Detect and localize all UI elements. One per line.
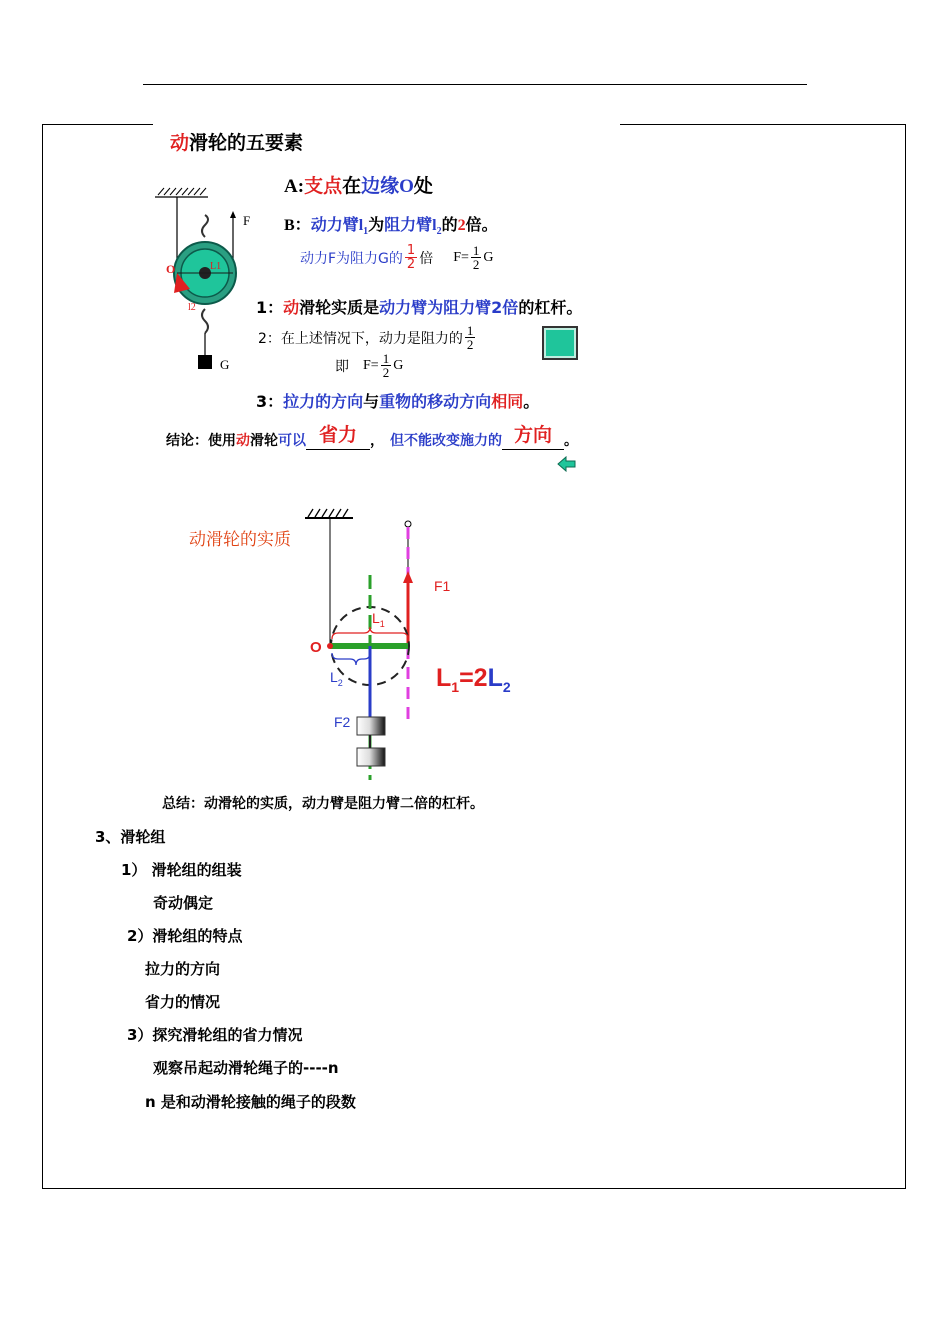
item-3: 3：拉力的方向与重物的移动方向相同。 [256,392,540,411]
slide-title: 动滑轮的五要素 [170,132,304,154]
item-2: 2：在上述情况下，动力是阻力的 $\frac{1}{2}$ [258,323,474,352]
section-item: 1） 滑轮组的组装 [121,861,242,879]
svg-text:l2: l2 [188,302,196,313]
item-2-equation: 即 F= $\frac{1}{2}$ G [335,351,404,380]
half-fraction: $\frac{1}{2}$ [406,243,416,272]
blank-save-force: 省力 [306,425,370,450]
section-item: n 是和动滑轮接触的绳子的段数 [145,1093,356,1111]
svg-text:O: O [310,639,322,656]
moving-pulley-diagram [300,505,540,785]
pulley-diagram [150,185,265,380]
svg-text:F2: F2 [334,714,351,730]
fraction-line: 动力F为阻力G的 $\frac{1}{2}$ 倍 F= $\frac{1}{2}$ G [300,243,494,272]
section-item: 2）滑轮组的特点 [127,927,243,945]
back-arrow-icon[interactable] [557,456,577,472]
svg-text:G: G [220,357,230,372]
section-item: 拉力的方向 [145,960,221,978]
line-a: A:支点在边缘O处 [284,176,433,197]
diagram-title: 动滑轮的实质 [189,530,291,550]
next-step-button[interactable] [542,326,578,360]
force-F-label: F [243,213,251,228]
item-1: 1：动滑轮实质是动力臂为阻力臂2倍的杠杆。 [256,298,583,317]
section-item: 观察吊起动滑轮绳子的----n [153,1059,339,1077]
svg-text:F1: F1 [434,578,451,594]
section-item: 奇动偶定 [153,894,214,912]
svg-text:O: O [166,262,176,276]
header-rule [143,84,807,85]
section-item: 省力的情况 [145,993,221,1011]
section-heading: 3、滑轮组 [95,828,166,846]
arm-ratio-equation: $L_1=2L_2$ [436,664,511,695]
summary: 总结：动滑轮的实质，动力臂是阻力臂二倍的杠杆。 [162,796,484,812]
svg-text:L1: L1 [210,261,222,272]
section-item: 3）探究滑轮组的省力情况 [127,1026,303,1044]
svg-text:L2: $L_2$ [330,669,343,688]
line-b: B：动力臂$l_1$为阻力臂$l_2$的2倍。 [284,217,498,238]
blank-direction: 方向 [502,425,564,450]
conclusion: 结论：使用 动 滑轮 可以 省力 ， 但不能改变施力的 方向 。 [166,424,578,449]
svg-text:L1: $L_1$ [372,610,385,629]
